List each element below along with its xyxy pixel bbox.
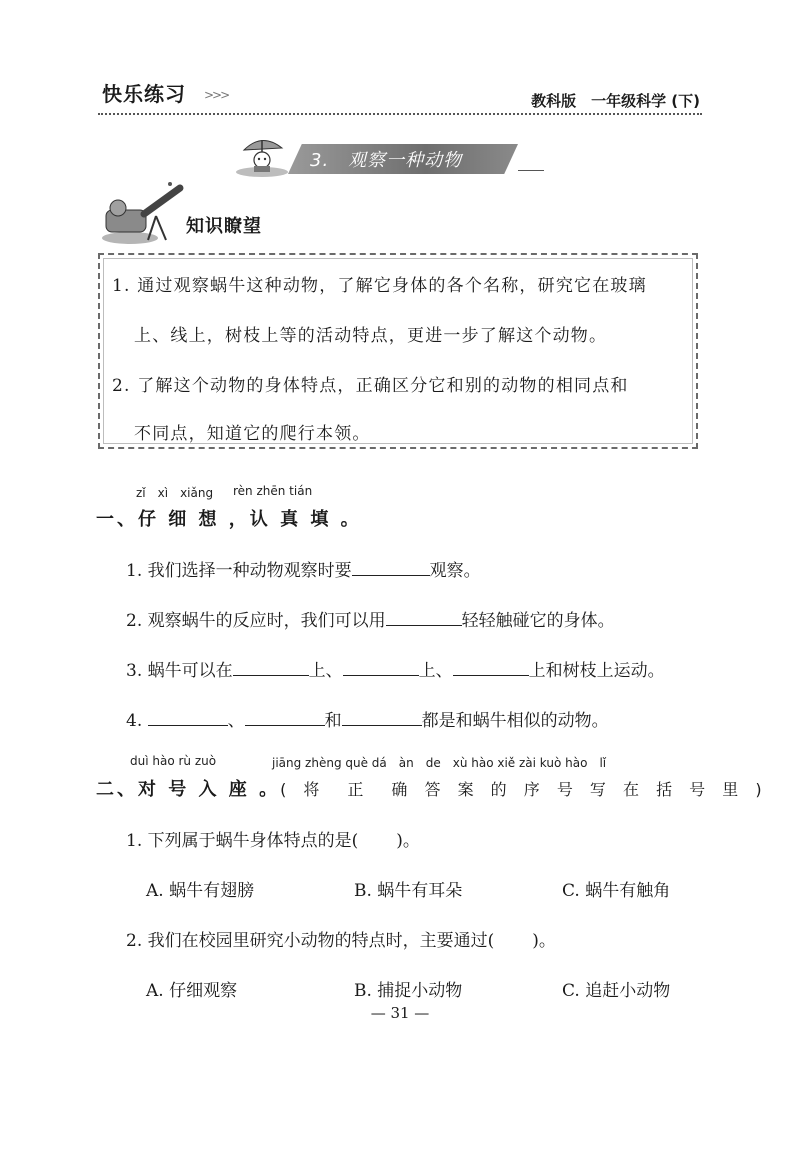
section2-note: ( 将 正 确 答 案 的 序 号 写 在 括 号 里 ) xyxy=(280,780,768,799)
cq2-option-c[interactable]: C. 追赶小动物 xyxy=(562,981,671,1001)
section2-heading xyxy=(96,775,768,801)
cq2-stem-after: )。 xyxy=(532,931,556,951)
q4-text-after: 都是和蜗牛相似的动物。 xyxy=(421,711,609,731)
q3-text-mid2: 上、 xyxy=(418,661,453,681)
knowledge-label: 知识瞭望 xyxy=(186,216,262,237)
knowledge-box xyxy=(98,253,698,449)
q3-text-after: 上和树枝上运动。 xyxy=(528,661,665,681)
knowledge-header xyxy=(100,180,300,246)
cq2-option-a[interactable]: A. 仔细观察 xyxy=(146,981,238,1001)
cq1-stem-after: )。 xyxy=(396,831,420,851)
choice-question-1 xyxy=(126,826,420,851)
q4-text-mid2: 和 xyxy=(324,711,342,731)
q3-blank-1[interactable] xyxy=(233,658,309,676)
fill-question-4 xyxy=(126,706,609,731)
section1-pinyin-2: rèn zhēn tián xyxy=(233,484,313,498)
cq1-option-b[interactable]: B. 蜗牛有耳朵 xyxy=(354,881,463,901)
series-title: 快乐练习 xyxy=(102,82,186,106)
knowledge-line-4: 不同点，知道它的爬行本领。 xyxy=(134,424,371,444)
section1-pinyin-1: zǐ xì xiǎng xyxy=(136,486,214,500)
header-arrows: >>> xyxy=(204,88,229,102)
q1-text-after: 观察。 xyxy=(429,561,481,581)
q3-text-mid1: 上、 xyxy=(308,661,343,681)
section1-heading: 一、仔 细 想 ，认 真 填 。 xyxy=(96,509,362,530)
lesson-underline xyxy=(518,170,544,171)
knowledge-line-1: 1. 通过观察蜗牛这种动物，了解它身体的各个名称，研究它在玻璃 xyxy=(112,276,647,296)
section2-pinyin-1: duì hào rù zuò xyxy=(130,754,217,768)
q2-text-after: 轻轻触碰它的身体。 xyxy=(461,611,615,631)
knowledge-line-2: 上、线上，树枝上等的活动特点，更进一步了解这个动物。 xyxy=(134,326,608,346)
lesson-banner-group xyxy=(232,126,542,182)
cq2-option-b[interactable]: B. 捕捉小动物 xyxy=(354,981,463,1001)
cq2-stem-before: 2. 我们在校园里研究小动物的特点时，主要通过( xyxy=(126,931,495,951)
lesson-title: 3. 观察一种动物 xyxy=(310,150,463,171)
q4-blank-2[interactable] xyxy=(245,708,325,726)
q2-blank[interactable] xyxy=(386,608,462,626)
q4-text-before: 4. xyxy=(126,711,148,731)
knowledge-line-3: 2. 了解这个动物的身体特点，正确区分它和别的动物的相同点和 xyxy=(112,376,629,396)
q2-text-before: 2. 观察蜗牛的反应时，我们可以用 xyxy=(126,611,386,631)
mascot-icon xyxy=(232,128,292,178)
q1-blank[interactable] xyxy=(352,558,430,576)
fill-question-1 xyxy=(126,556,481,581)
header-divider xyxy=(98,113,702,115)
q1-text-before: 1. 我们选择一种动物观察时要 xyxy=(126,561,352,581)
edition-label: 教科版 一年级科学 (下) xyxy=(531,92,700,110)
cq1-stem-before: 1. 下列属于蜗牛身体特点的是( xyxy=(126,831,359,851)
fill-question-3 xyxy=(126,656,665,681)
choice-question-2 xyxy=(126,926,556,951)
page-number: — 31 — xyxy=(370,1004,430,1022)
q4-blank-3[interactable] xyxy=(342,708,422,726)
q3-blank-2[interactable] xyxy=(343,658,419,676)
section2-title: 二、对 号 入 座 。 xyxy=(96,779,281,800)
section2-pinyin-2: jiāng zhèng què dá àn de xù hào xiě zài kuò hào lǐ xyxy=(272,756,607,770)
cq1-option-a[interactable]: A. 蜗牛有翅膀 xyxy=(146,881,255,901)
q3-blank-3[interactable] xyxy=(453,658,529,676)
q4-text-mid1: 、 xyxy=(227,711,245,731)
q3-text-before: 3. 蜗牛可以在 xyxy=(126,661,233,681)
cq1-option-c[interactable]: C. 蜗牛有触角 xyxy=(562,881,671,901)
telescope-icon xyxy=(100,180,190,246)
q4-blank-1[interactable] xyxy=(148,708,228,726)
fill-question-2 xyxy=(126,606,615,631)
